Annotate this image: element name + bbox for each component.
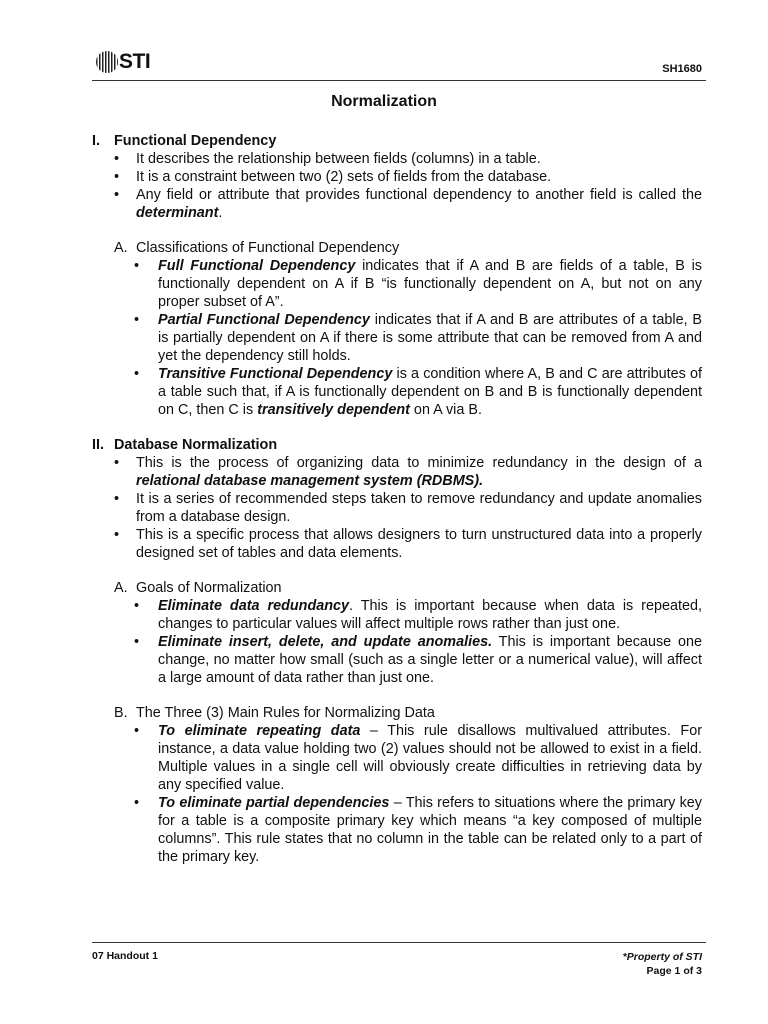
subsection-heading: B. The Three (3) Main Rules for Normalizing Data bbox=[114, 705, 435, 721]
sti-logo bbox=[96, 50, 150, 74]
subsection-heading: A. Goals of Normalization bbox=[114, 580, 282, 596]
globe-icon bbox=[96, 51, 118, 73]
page-title: Normalization bbox=[331, 93, 437, 110]
header-divider bbox=[92, 80, 706, 81]
term: To eliminate repeating data bbox=[158, 723, 361, 739]
footer-right bbox=[623, 950, 702, 978]
footer-divider bbox=[92, 942, 706, 943]
document-id: SH1680 bbox=[662, 63, 702, 75]
list-item: • It is a constraint between two (2) sets of fields from the database. bbox=[92, 168, 702, 186]
footer-handout: 07 Handout 1 bbox=[92, 950, 158, 962]
term: determinant bbox=[136, 205, 219, 221]
list-item: • This is the process of organizing data to minimize redundancy in the design of a relational database management system (RDBMS). bbox=[92, 454, 702, 490]
logo-text: STI bbox=[119, 50, 151, 73]
document-body bbox=[92, 132, 702, 866]
term: Eliminate data redundancy bbox=[158, 598, 350, 614]
list-item: • Eliminate data redundancy. This is important because when data is repeated, changes to particular values will affect multiple rows rather than just one. bbox=[92, 597, 702, 633]
term: Partial Functional Dependency bbox=[158, 312, 370, 328]
list-item: • Transitive Functional Dependency is a condition where A, B and C are attributes of a table such that, if A is functionally dependent on B and B is functionally dependent on C, then C is transitively dependent on A via B. bbox=[92, 365, 702, 419]
list-item: • This is a specific process that allows designers to turn unstructured data into a properly designed set of tables and data elements. bbox=[92, 526, 702, 562]
section-heading: I. Functional Dependency bbox=[92, 133, 277, 149]
subsection-heading: A. Classifications of Functional Dependency bbox=[114, 240, 400, 256]
list-item: • To eliminate partial dependencies – This refers to situations where the primary key for a table is a composite primary key which means “a key composed of multiple columns”. This rule states that no column in the table can be related only to a part of the primary key. bbox=[92, 794, 702, 866]
term: Transitive Functional Dependency bbox=[158, 366, 393, 382]
list-item: • Partial Functional Dependency indicates that if A and B are attributes of a table, B is partially dependent on A if there is some attribute that can be removed from A and yet the dependency still holds. bbox=[92, 311, 702, 365]
term: Eliminate insert, delete, and update anomalies. bbox=[158, 634, 493, 650]
list-item: • Any field or attribute that provides functional dependency to another field is called the determinant. bbox=[92, 186, 702, 222]
list-item: • Eliminate insert, delete, and update anomalies. This is important because one change, no matter how small (such as a single letter or a numerical value), will affect a large amount of data rather than just one. bbox=[92, 633, 702, 687]
section-heading: II. Database Normalization bbox=[92, 437, 278, 453]
list-item: • It is a series of recommended steps taken to remove redundancy and update anomalies from a database design. bbox=[92, 490, 702, 526]
term: transitively dependent bbox=[257, 402, 410, 418]
term: To eliminate partial dependencies bbox=[158, 795, 390, 811]
property-note: *Property of STI bbox=[622, 951, 702, 963]
list-item: • To eliminate repeating data – This rule disallows multivalued attributes. For instance, a data value holding two (2) values should not be allowed to exist in a field. Multiple values in a single cell will obviously create difficulties in retrieving data by any specified value. bbox=[92, 722, 702, 794]
list-item: • It describes the relationship between fields (columns) in a table. bbox=[92, 150, 702, 168]
term: relational database management system (RDBMS). bbox=[136, 473, 484, 489]
list-item: • Full Functional Dependency indicates that if A and B are fields of a table, B is functionally dependent on A if B “is functionally dependent on A, but not on any proper subset of A”. bbox=[92, 257, 702, 311]
page-number: Page 1 of 3 bbox=[646, 965, 702, 977]
term: Full Functional Dependency bbox=[158, 258, 356, 274]
